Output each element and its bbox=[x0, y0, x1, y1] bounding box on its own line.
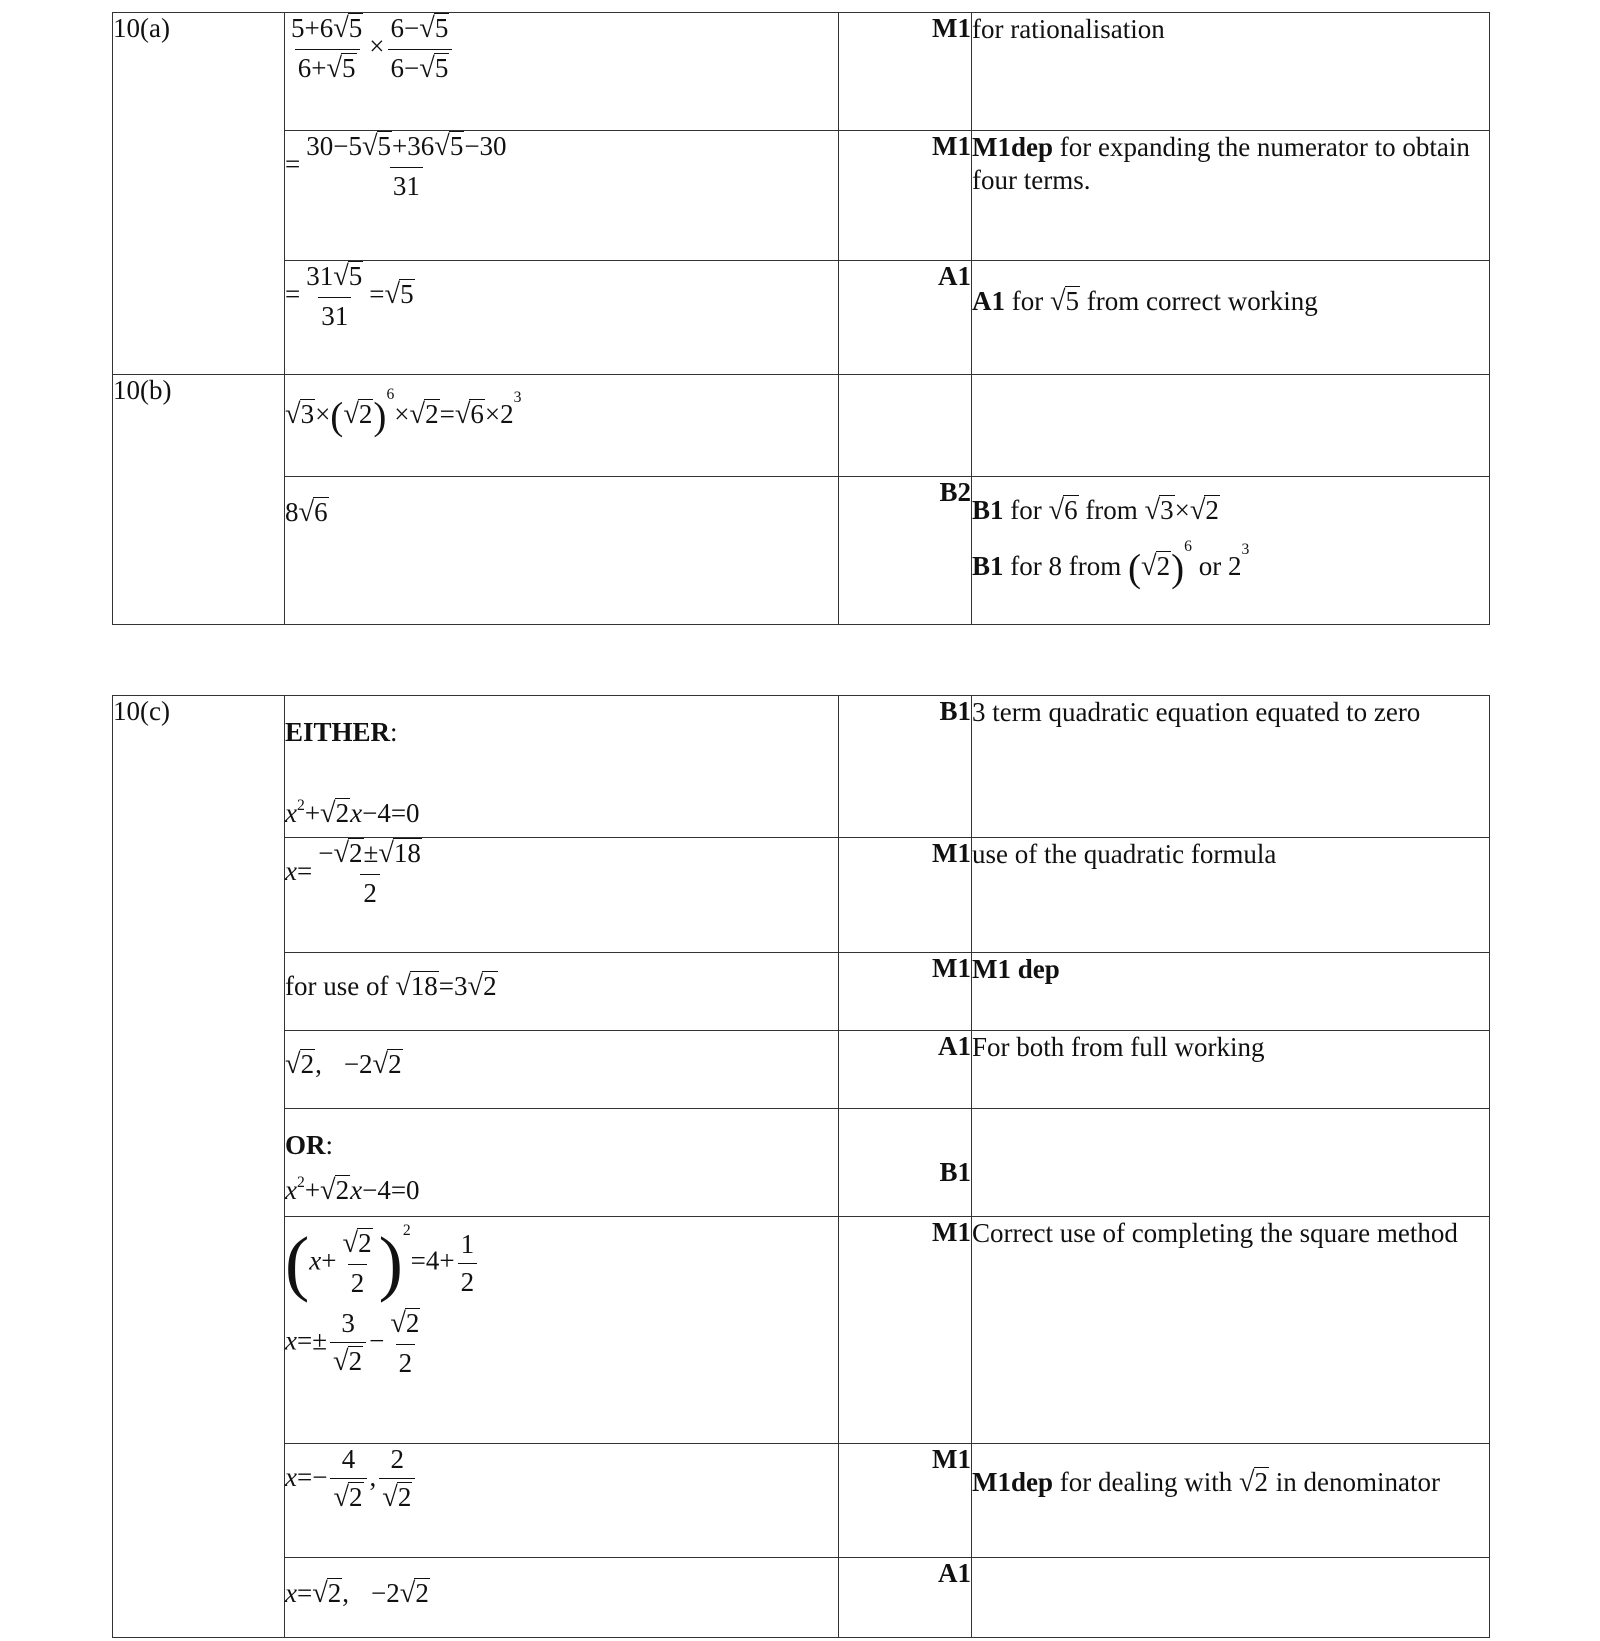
table-row bbox=[113, 1558, 1490, 1638]
guidance-text: for dealing with bbox=[1053, 1467, 1239, 1497]
power-expression: $(√2)^6$ bbox=[1127, 537, 1192, 591]
guidance-line bbox=[972, 485, 1489, 536]
guidance-cell: M1 dep bbox=[972, 953, 1490, 1031]
table-row bbox=[113, 261, 1490, 375]
table-row bbox=[113, 1109, 1490, 1217]
guidance-text: from correct working bbox=[1080, 286, 1318, 316]
question-label-10b: 10(b) bbox=[113, 375, 285, 625]
guidance-cell: for rationalisation bbox=[972, 13, 1490, 131]
final-answer-expression: 8√6 bbox=[285, 497, 328, 528]
table-row bbox=[113, 1031, 1490, 1109]
working-cell bbox=[285, 838, 839, 953]
guidance-cell: 3 term quadratic equation equated to zero bbox=[972, 696, 1490, 838]
mark-cell: B1 bbox=[839, 696, 972, 838]
simplified-result-expression: = $\frac{31√5}{31}$ =√5 bbox=[285, 261, 414, 331]
guidance-cell bbox=[972, 1444, 1490, 1558]
working-cell bbox=[285, 1444, 839, 1558]
guidance-cell bbox=[972, 1109, 1490, 1217]
guidance-bold: B1 bbox=[972, 551, 1004, 581]
quadratic-equation: $x^2+√2x-4=0$ bbox=[285, 1173, 420, 1206]
guidance-cell bbox=[972, 477, 1490, 625]
mark-cell: M1 bbox=[839, 13, 972, 131]
mark-cell: B2 bbox=[839, 477, 972, 625]
two-cubed-expression: $2^3$ bbox=[1227, 541, 1250, 581]
mark-cell: M1 bbox=[839, 1217, 972, 1444]
working-cell bbox=[285, 1558, 839, 1638]
working-cell bbox=[285, 1217, 839, 1444]
either-heading: EITHER: bbox=[285, 717, 398, 747]
table-row bbox=[113, 696, 1490, 838]
guidance-bold: A1 bbox=[972, 286, 1005, 316]
table-row bbox=[113, 375, 1490, 477]
mark-cell: M1 bbox=[839, 1444, 972, 1558]
mark-cell bbox=[839, 375, 972, 477]
mark-cell: M1 bbox=[839, 953, 972, 1031]
working-cell bbox=[285, 1031, 839, 1109]
working-cell bbox=[285, 696, 839, 838]
working-cell bbox=[285, 477, 839, 625]
either-label: EITHER bbox=[285, 717, 391, 747]
table-row bbox=[113, 1444, 1490, 1558]
guidance-cell bbox=[972, 261, 1490, 375]
mark-cell: A1 bbox=[839, 1558, 972, 1638]
fraction-solutions-expression: x=− $\frac{4}{√2}$ , $\frac{2}{√2}$ bbox=[285, 1462, 418, 1492]
final-roots-expression: x=√2, −2√2 bbox=[285, 1578, 429, 1609]
root-product-expression: √3×√2 bbox=[1144, 495, 1219, 526]
quadratic-formula-expression: x= $\frac{-√2\pm√18}{2}$ bbox=[285, 838, 421, 908]
guidance-cell: For both from full working bbox=[972, 1031, 1490, 1109]
mark-cell: B1 bbox=[839, 1109, 972, 1217]
mark-cell: M1 bbox=[839, 838, 972, 953]
working-cell bbox=[285, 131, 839, 261]
table-row bbox=[113, 477, 1490, 625]
guidance-bold: M1dep bbox=[972, 132, 1053, 162]
guidance-line bbox=[972, 536, 1489, 592]
table-row bbox=[113, 13, 1490, 131]
mark-cell: M1 bbox=[839, 131, 972, 261]
working-cell bbox=[285, 953, 839, 1031]
table-row bbox=[113, 953, 1490, 1031]
working-cell bbox=[285, 375, 839, 477]
guidance-text: from bbox=[1078, 495, 1145, 525]
guidance-cell: Correct use of completing the square method bbox=[972, 1217, 1490, 1444]
roots-expression: √2, −2√2 bbox=[285, 1049, 402, 1080]
question-label-10c: 10(c) bbox=[113, 696, 285, 1638]
table-row bbox=[113, 838, 1490, 953]
guidance-text: for expanding the numerator to obtain four terms. bbox=[972, 132, 1470, 195]
completing-square-expression: (x+ $\frac{√2}{2}$ )$^2$=4+ $\frac{1}{2}$ bbox=[285, 1227, 838, 1300]
mark-scheme-table-bottom bbox=[112, 695, 1490, 1638]
guidance-text: or bbox=[1191, 551, 1228, 581]
guidance-cell: use of the quadratic formula bbox=[972, 838, 1490, 953]
guidance-text: for 8 from bbox=[1003, 551, 1128, 581]
root-2-expression: √2 bbox=[1238, 1467, 1269, 1498]
mark-cell: A1 bbox=[839, 1031, 972, 1109]
root-5-expression: √5 bbox=[1049, 286, 1080, 317]
guidance-bold: M1dep bbox=[972, 1467, 1053, 1497]
root-18-expression: √18=3√2 bbox=[395, 971, 497, 1002]
answer-coefficient: 8 bbox=[285, 497, 299, 527]
table-row bbox=[113, 131, 1490, 261]
root-6-expression: √6 bbox=[1048, 495, 1078, 526]
guidance-text: in denominator bbox=[1269, 1467, 1440, 1497]
guidance-cell bbox=[972, 1558, 1490, 1638]
guidance-bold: B1 bbox=[972, 495, 1004, 525]
rationalisation-expression: $\frac{5+6√5}{6+√5}$ × $\frac{6-√5}{6-√5}$ bbox=[285, 31, 455, 61]
working-cell bbox=[285, 1109, 839, 1217]
mark-scheme-table-top bbox=[112, 12, 1490, 625]
guidance-text: for bbox=[1005, 286, 1050, 316]
use-of-text: for use of bbox=[285, 971, 396, 1001]
quadratic-equation: $x^2+√2x-4=0$ bbox=[285, 796, 420, 829]
product-expression: $√3\times(√2)^6\times√2=√6\times 2^3$ bbox=[285, 385, 522, 438]
question-label-10a: 10(a) bbox=[113, 13, 285, 375]
working-cell bbox=[285, 13, 839, 131]
square-root-solution-expression: x=± $\frac{3}{√2}$ − $\frac{√2}{2}$ bbox=[285, 1307, 420, 1378]
mark-cell: A1 bbox=[839, 261, 972, 375]
expanded-numerator-expression: = $\frac{30-5√5+36√5-30}{31}$ bbox=[285, 131, 507, 201]
guidance-cell bbox=[972, 131, 1490, 261]
guidance-cell bbox=[972, 375, 1490, 477]
or-label: OR bbox=[285, 1130, 326, 1160]
guidance-text: for bbox=[1003, 495, 1049, 525]
table-row bbox=[113, 1217, 1490, 1444]
working-cell bbox=[285, 261, 839, 375]
or-heading: OR: bbox=[285, 1130, 334, 1160]
